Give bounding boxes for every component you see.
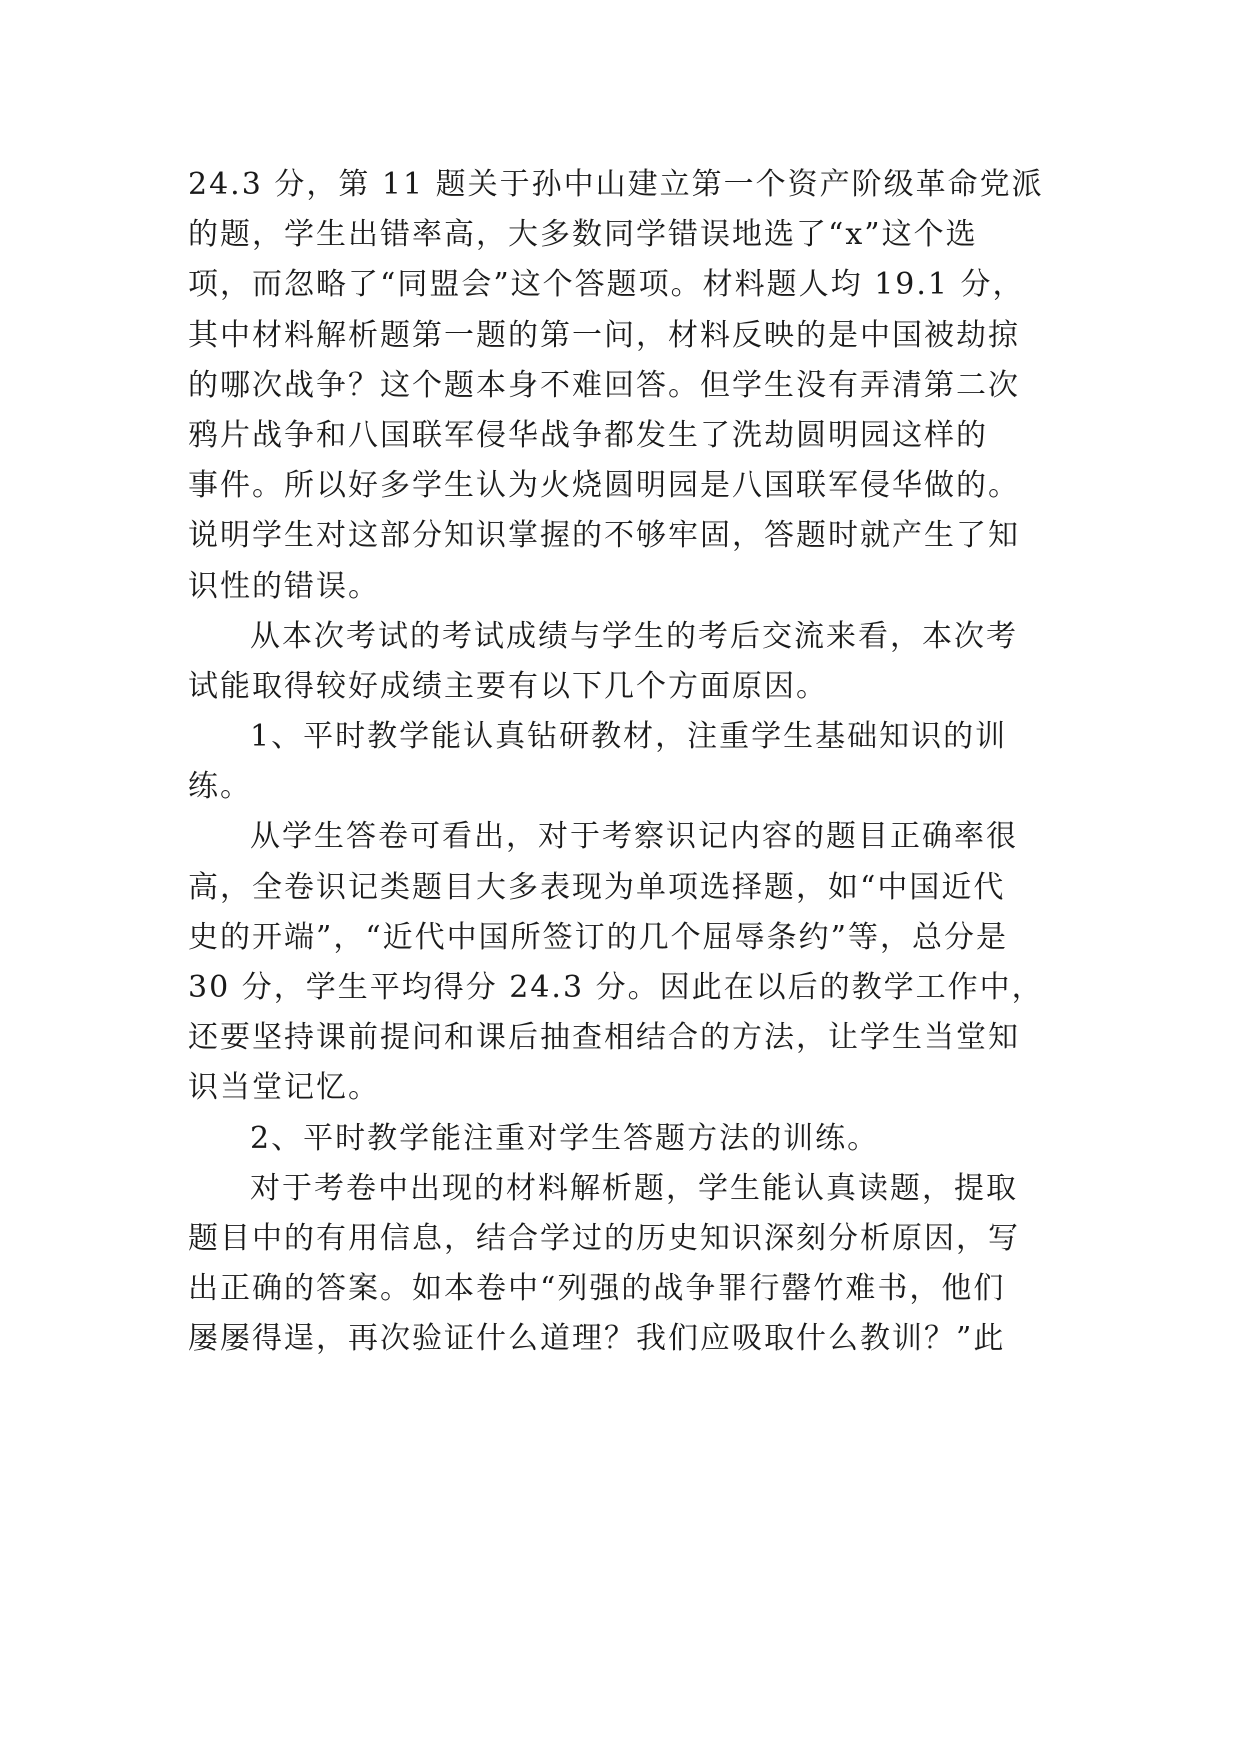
text-line: 说明学生对这部分知识掌握的不够牢固，答题时就产生了知 — [188, 518, 1020, 554]
document-body — [188, 160, 1068, 1365]
text-line: 从本次考试的考试成绩与学生的考后交流来看，本次考 — [250, 618, 1018, 654]
text-line: 史的开端”，“近代中国所签订的几个屈辱条约”等，总分是 — [188, 919, 1009, 955]
text-line: 高，全卷识记类题目大多表现为单项选择题，如“中国近代 — [188, 869, 1006, 905]
text-line: 对于考卷中出现的材料解析题，学生能认真读题，提取 — [250, 1170, 1018, 1206]
text-line: 的哪次战争？这个题本身不难回答。但学生没有弄清第二次 — [188, 367, 1020, 403]
text-line: 2、平时教学能注重对学生答题方法的训练。 — [250, 1120, 880, 1156]
text-line: 的题，学生出错率高，大多数同学错误地选了“x”这个选 — [188, 217, 978, 253]
text-line: 练。 — [188, 769, 252, 805]
text-line: 项，而忽略了“同盟会”这个答题项。材料题人均 19.1 分， — [188, 267, 1025, 303]
text-line: 还要坚持课前提问和课后抽查相结合的方法，让学生当堂知 — [188, 1020, 1020, 1056]
text-line: 试能取得较好成绩主要有以下几个方面原因。 — [188, 668, 828, 704]
text-line: 从学生答卷可看出，对于考察识记内容的题目正确率很 — [250, 819, 1018, 855]
text-line: 事件。所以好多学生认为火烧圆明园是八国联军侵华做的。 — [188, 468, 1020, 504]
text-line: 24.3 分，第 11 题关于孙中山建立第一个资产阶级革命党派 — [188, 167, 1044, 202]
text-line: 其中材料解析题第一题的第一问，材料反映的是中国被劫掠 — [188, 317, 1020, 353]
text-line: 鸦片战争和八国联军侵华战争都发生了洗劫圆明园这样的 — [188, 417, 988, 453]
text-line: 识当堂记忆。 — [188, 1070, 380, 1106]
text-line: 1、平时教学能认真钻研教材，注重学生基础知识的训 — [250, 719, 1008, 755]
text-line: 屡屡得逞，再次验证什么道理？我们应吸取什么教训？”此 — [188, 1321, 1006, 1357]
text-line: 题目中的有用信息，结合学过的历史知识深刻分析原因，写 — [188, 1220, 1020, 1256]
text-line: 出正确的答案。如本卷中“列强的战争罪行罄竹难书，他们 — [188, 1271, 1006, 1307]
text-line: 30 分，学生平均得分 24.3 分。因此在以后的教学工作中， — [188, 970, 1044, 1005]
text-line: 识性的错误。 — [188, 568, 380, 604]
